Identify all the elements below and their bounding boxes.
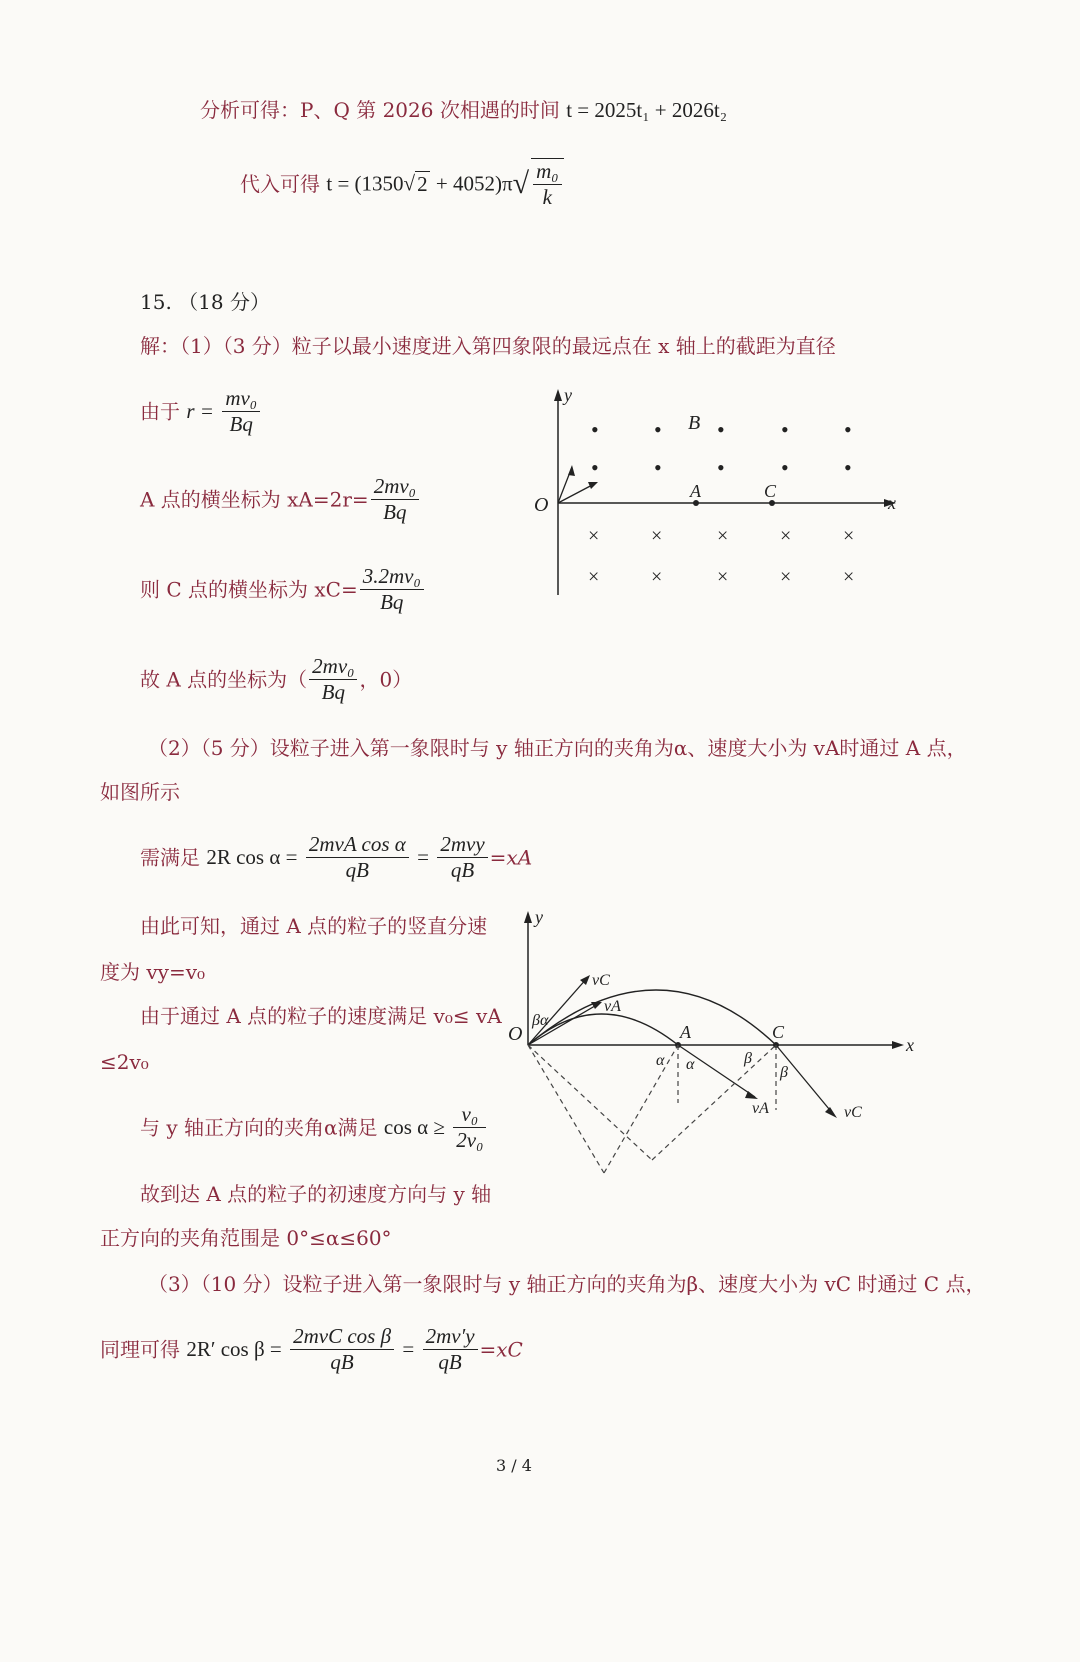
svg-text:•: •: [654, 455, 662, 480]
fig2-vA-end: vA: [752, 1100, 769, 1117]
xC-line: 则 C 点的横坐标为 xC= $\frac{\text{3.2mv₀}}{Bq}$: [140, 564, 426, 615]
fig1-point-A: A: [690, 481, 701, 501]
fig2-x-label: x: [906, 1035, 914, 1055]
fig2-beta-1: β: [744, 1050, 752, 1067]
conclusion-text-1: 故到达 A 点的粒子的初速度方向与 y 轴: [140, 1182, 492, 1206]
svg-text:•: •: [591, 417, 599, 442]
fig2-dashed-lines: [528, 1045, 776, 1173]
svg-text:×: ×: [780, 525, 792, 547]
substitute-line: 代入可得 t = (1350√2 + 4052)π√ $\frac{\text{m₀}}{k}$: [240, 158, 566, 210]
fig2-point-C: C: [772, 1022, 785, 1042]
same-frac-2: $\frac{2mv'y}{qB}$: [423, 1324, 478, 1375]
A-coord-fraction: $\frac{\text{2mv₀}}{Bq}$: [309, 654, 357, 705]
svg-text:•: •: [844, 455, 852, 480]
fig2-arc-C: [528, 990, 776, 1045]
fig2-beta-2: β: [780, 1064, 788, 1081]
fig1-point-B: B: [688, 412, 701, 434]
fig1-y-label: y: [564, 385, 572, 405]
svg-text:•: •: [654, 417, 662, 442]
substitute-mid: + 4052)π: [435, 171, 513, 196]
analysis-label: 分析可得：P、Q 第 2026 次相遇的时间: [200, 98, 560, 122]
r-line: 由于 r = $\frac{\text{mv₀}}{Bq}$: [140, 386, 262, 437]
svg-text:•: •: [844, 417, 852, 442]
svg-text:×: ×: [780, 566, 792, 588]
svg-text:×: ×: [843, 525, 855, 547]
svg-text:×: ×: [843, 566, 855, 588]
xA-line: A 点的横坐标为 xA=2r= $\frac{\text{2mv₀}}{Bq}$: [140, 474, 421, 525]
page-number: 3 / 4: [496, 1456, 532, 1475]
fig2-alpha-1: α: [656, 1052, 665, 1069]
svg-text:•: •: [781, 455, 789, 480]
svg-text:×: ×: [717, 566, 729, 588]
need-frac-1: $\frac{\text{2mvA cos α}}{qB}$: [306, 832, 409, 883]
svg-text:•: •: [717, 455, 725, 480]
part2-intro: （2）（5 分）设粒子进入第一象限时与 y 轴正方向的夹角为α、速度大小为 vA时通过 A 点，: [148, 736, 967, 760]
fig2-vC-label: vC: [592, 972, 610, 989]
range-text-2: ≤2v₀: [100, 1050, 149, 1074]
analysis-formula: t = 2025t₁ + 2026t₂: [566, 98, 728, 122]
xC-fraction: $\frac{\text{3.2mv₀}}{Bq}$: [360, 564, 424, 615]
fig1-point-C: C: [764, 481, 777, 501]
fig1-dots: [591, 417, 852, 480]
figure-1: [520, 385, 910, 600]
figure-2: [500, 905, 930, 1175]
same-frac-1: $\frac{\text{2mvC cos β}}{qB}$: [290, 1324, 394, 1375]
fig2-y-label: y: [535, 907, 543, 927]
xA-fraction: $\frac{\text{2mv₀}}{Bq}$: [371, 474, 419, 525]
r-fraction: $\frac{\text{mv₀}}{Bq}$: [222, 386, 260, 437]
conclusion-text-2: 正方向的夹角范围是 0°≤α≤60°: [100, 1226, 392, 1250]
svg-text:•: •: [591, 455, 599, 480]
fig2-beta-alpha: βα: [532, 1012, 549, 1029]
A-coord-line: 故 A 点的坐标为（ $\frac{\text{2mv₀}}{Bq}$ ，0）: [140, 654, 413, 705]
cos-line: 与 y 轴正方向的夹角α满足 cos α ≥ $\frac{\text{v₀}}{\text{2v₀}}$: [140, 1102, 488, 1153]
fig2-origin: O: [508, 1023, 523, 1045]
svg-text:×: ×: [588, 525, 600, 547]
part1-intro: 解：（1）（3 分）粒子以最小速度进入第四象限的最远点在 x 轴上的截距为直径: [140, 334, 836, 358]
need-line: 需满足 2R cos α = $\frac{\text{2mvA cos α}}{qB}$ = $\frac{\text{2mvy}}{qB}$ =xA: [140, 832, 533, 883]
svg-text:×: ×: [717, 525, 729, 547]
svg-text:•: •: [717, 417, 725, 442]
svg-text:×: ×: [651, 525, 663, 547]
substitute-left: t = (1350: [326, 171, 404, 196]
range-text-1: 由于通过 A 点的粒子的速度满足 v₀≤ vA: [140, 1004, 502, 1028]
same-line: 同理可得 2R′ cos β = $\frac{\text{2mvC cos β}}{qB}$ = $\frac{2mv'y}{qB}$ =xC: [100, 1324, 523, 1375]
sqrt-two: 2: [417, 171, 428, 196]
svg-text:•: •: [781, 417, 789, 442]
svg-text:×: ×: [651, 566, 663, 588]
vy-text-2: 度为 vy=v₀: [100, 960, 206, 984]
fig2-point-A: A: [680, 1022, 691, 1042]
part2-intro-2: 如图所示: [100, 780, 180, 804]
part3-intro: （3）（10 分）设粒子进入第一象限时与 y 轴正方向的夹角为β、速度大小为 vC 时通过 C 点，: [148, 1272, 986, 1296]
fig2-vC-end: vC: [844, 1104, 862, 1121]
need-frac-2: $\frac{\text{2mvy}}{qB}$: [437, 832, 487, 883]
substitute-label: 代入可得: [240, 172, 320, 197]
fig2-alpha-2: α: [686, 1056, 695, 1073]
vy-text-1: 由此可知，通过 A 点的粒子的竖直分速: [140, 914, 488, 938]
svg-text:×: ×: [588, 566, 600, 588]
fig2-vA-label: vA: [604, 998, 621, 1015]
fig1-crosses: [588, 525, 854, 588]
fig1-x-label: x: [888, 493, 896, 513]
analysis-line: [200, 98, 727, 123]
fig1-origin: O: [534, 494, 549, 516]
cos-fraction: $\frac{\text{v₀}}{\text{2v₀}}$: [453, 1102, 486, 1153]
q15-header: 15. （18 分）: [140, 290, 270, 314]
sqrt-frac: $\frac{\text{m₀}}{k}$: [531, 158, 563, 210]
